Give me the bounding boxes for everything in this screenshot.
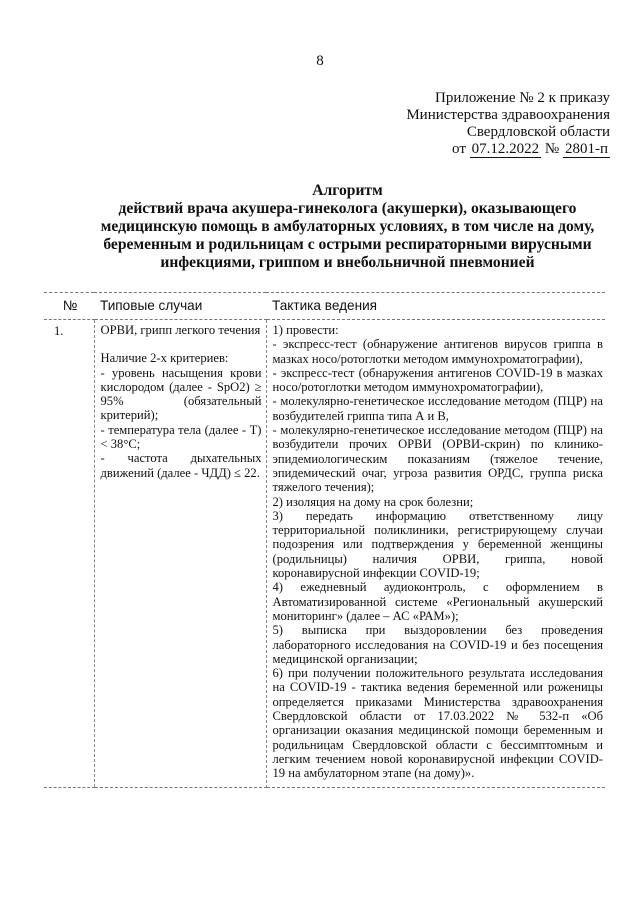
table-row: [44, 320, 605, 788]
header-tactics: Тактика ведения: [266, 293, 605, 320]
title-heading: Алгоритм: [312, 182, 383, 199]
appendix-line: Приложение № 2 к приказу: [435, 90, 610, 106]
appendix-from-label: от: [452, 141, 466, 157]
title-line: беременным и родильницам с острыми респираторными вирусными: [103, 236, 592, 253]
tactic-item: 2) изоляция на дому на срок болезни;: [272, 494, 474, 509]
order-number: 2801-п: [564, 141, 608, 157]
header-cases: Типовые случаи: [94, 293, 266, 320]
tactic-item: - экспресс-тест (обнаружения антигенов COVID-19 в мазках носо/ротоглотки методом иммунохроматографии),: [272, 365, 603, 395]
page-number: 8: [316, 53, 324, 69]
tactic-item: 4) ежедневный аудиоконтроль, с оформлением в Автоматизированной системе «Региональный акушерский мониторинг» (далее – АС «РАМ»);: [272, 580, 603, 623]
case-cell: [94, 320, 266, 788]
appendix-line: Министерства здравоохранения: [406, 107, 610, 123]
title-line: инфекциями, гриппом и внебольничной пневмонией: [160, 254, 535, 271]
appendix-block: [310, 90, 610, 158]
criterion-item: - уровень насыщения крови кислородом (далее - SpO2) ≥ 95% (обязательный критерий);: [100, 365, 262, 423]
row-number: 1.: [44, 320, 94, 788]
tactic-item: 1) провести:: [272, 323, 339, 337]
table-header-row: [44, 293, 605, 320]
appendix-order-line: [310, 141, 610, 158]
criterion-item: - температура тела (далее - Т) < 38°С;: [100, 422, 262, 452]
tactic-item: - молекулярно-генетическое исследование методом (ПЦР) на возбудители прочих ОРВИ (ОРВИ-скрин) по клинико-эпидемиологическим показаниям (тяжелое течение, эпидемический очаг, угроза развития ОРДС, группа риска тяжелого течения);: [272, 423, 603, 495]
tactic-item: 6) при получении положительного результата исследования на COVID-19 - тактика ведения беременной или роженицы определяется приказами Министерства здравоохранения Свердловской области от 17.03.2022 № 532-п «Об организации оказания медицинской помощи беременным и родильницам Свердловской области с бессимптомным и легким течением новой коронавирусной инфекции COVID-19 на амбулаторном этапе (на дому)».: [272, 666, 603, 781]
criteria-intro: Наличие 2-х критериев:: [100, 351, 229, 366]
tactic-item: 5) выписка при выздоровлении без проведения лабораторного исследования на COVID-19 и без посещения медицинской организации;: [272, 623, 603, 666]
criterion-item: - частота дыхательных движений (далее - ЧДД) ≤ 22.: [100, 451, 262, 480]
order-number-label: №: [544, 141, 560, 157]
tactics-cell: [266, 320, 605, 788]
header-number: №: [44, 293, 94, 320]
title-line: медицинскую помощь в амбулаторных условиях, в том числе на дому,: [100, 218, 595, 235]
title-line: действий врача акушера-гинеколога (акушерки), оказывающего: [118, 200, 577, 217]
tactic-item: - экспресс-тест (обнаружение антигенов вирусов гриппа в мазках носо/ротоглотки методом иммунохроматографии),: [272, 337, 603, 366]
tactic-item: 3) передать информацию ответственному лицу территориальной поликлиники, регистрирующему случаи подозрения или подтверждения у беременной женщины (родильницы) наличия ОРВИ, гриппа, новой коронавирусной инфекции COVID-19;: [272, 508, 603, 581]
document-title: [90, 182, 605, 272]
order-date: 07.12.2022: [471, 141, 540, 157]
algorithm-table: [44, 292, 605, 788]
appendix-line: Свердловской области: [466, 124, 610, 140]
case-title: ОРВИ, грипп легкого течения: [100, 323, 261, 337]
tactic-item: - молекулярно-генетическое исследование методом (ПЦР) на возбудителей гриппа типа А и В,: [272, 394, 603, 423]
